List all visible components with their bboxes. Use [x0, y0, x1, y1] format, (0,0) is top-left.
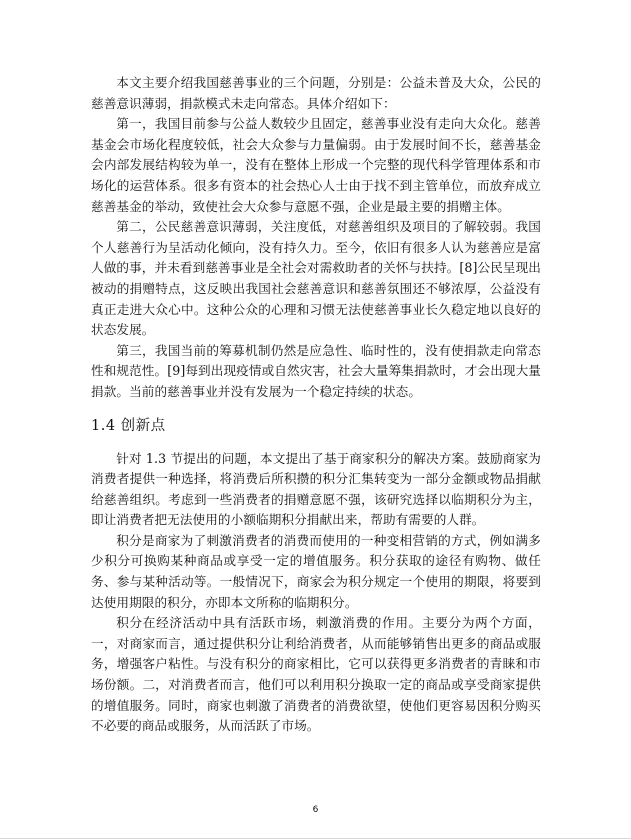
innovation-paragraph: 针对 1.3 节提出的问题，本文提出了基于商家积分的解决方案。鼓励商家为消费者提供一种选择，将消费后所积攒的积分汇集转变为一部分金额或物品捐献给慈善组织。考虑到一些消费者的捐赠意愿不强，该研究选择以临期积分为主，即让消费者把无法使用的小额临期积分捐献出来，帮助有需要的人群。	[91, 450, 541, 528]
page-number: 6	[312, 805, 319, 815]
point-one-paragraph: 第一，我国目前参与公益人数较少且固定，慈善事业没有走向大众化。慈善基金会市场化程度较低，社会大众参与力量偏弱。由于发展时间不长，慈善基金会内部发展结构较为单一，没有在整体上形成一个完整的现代科学管理体系和市场化的运营体系。很多有资本的社会热心人士由于找不到主管单位，而放弃成立慈善基金的举动，致使社会大众参与意愿不强，企业是最主要的捐赠主体。	[91, 116, 541, 214]
intro-paragraph: 本文主要介绍我国慈善事业的三个问题，分别是：公益未普及大众，公民的慈善意识薄弱，捐款模式未走向常态。具体介绍如下：	[91, 75, 541, 111]
page-content	[91, 73, 541, 737]
point-two-paragraph: 第二，公民慈善意识薄弱，关注度低，对慈善组织及项目的了解较弱。我国个人慈善行为呈活动化倾向，没有持久力。至今，依旧有很多人认为慈善应是富人做的事，并未看到慈善事业是全社会对需救助者的关怀与扶持。[8]公民呈现出被动的捐赠特点，这反映出我国社会慈善意识和慈善氛围还不够浓厚，公益没有真正走进大众心中。这种公众的心理和习惯无法使慈善事业长久稳定地以良好的状态发展。	[91, 219, 541, 338]
section-heading: 1.4 创新点	[91, 417, 166, 434]
points-definition-paragraph: 积分是商家为了刺激消费者的消费而使用的一种变相营销的方式，例如满多少积分可换购某种商品或享受一定的增值服务。积分获取的途径有购物、做任务、参与某种活动等。一般情况下，商家会为积分规定一个使用的期限，将要到达使用期限的积分，亦即本文所称的临期积分。	[91, 532, 541, 610]
page-bottom-divider	[0, 838, 631, 839]
point-three-paragraph: 第三，我国当前的筹募机制仍然是应急性、临时性的，没有使捐款走向常态性和规范性。[9]每到出现疫情或自然灾害，社会大量筹集捐款时，才会出现大量捐款。当前的慈善事业并没有发展为一个稳定持续的状态。	[91, 342, 541, 399]
points-function-paragraph: 积分在经济活动中具有活跃市场，刺激消费的作用。主要分为两个方面，一，对商家而言，通过提供积分让利给消费者，从而能够销售出更多的商品或服务，增强客户粘性。与没有积分的商家相比，它可以获得更多消费者的青睐和市场份额。二，对消费者而言，他们可以利用积分换取一定的商品或享受商家提供的增值服务。同时，商家也刺激了消费者的消费欲望，使他们更容易因积分购买不必要的商品或服务，从而活跃了市场。	[91, 615, 541, 734]
